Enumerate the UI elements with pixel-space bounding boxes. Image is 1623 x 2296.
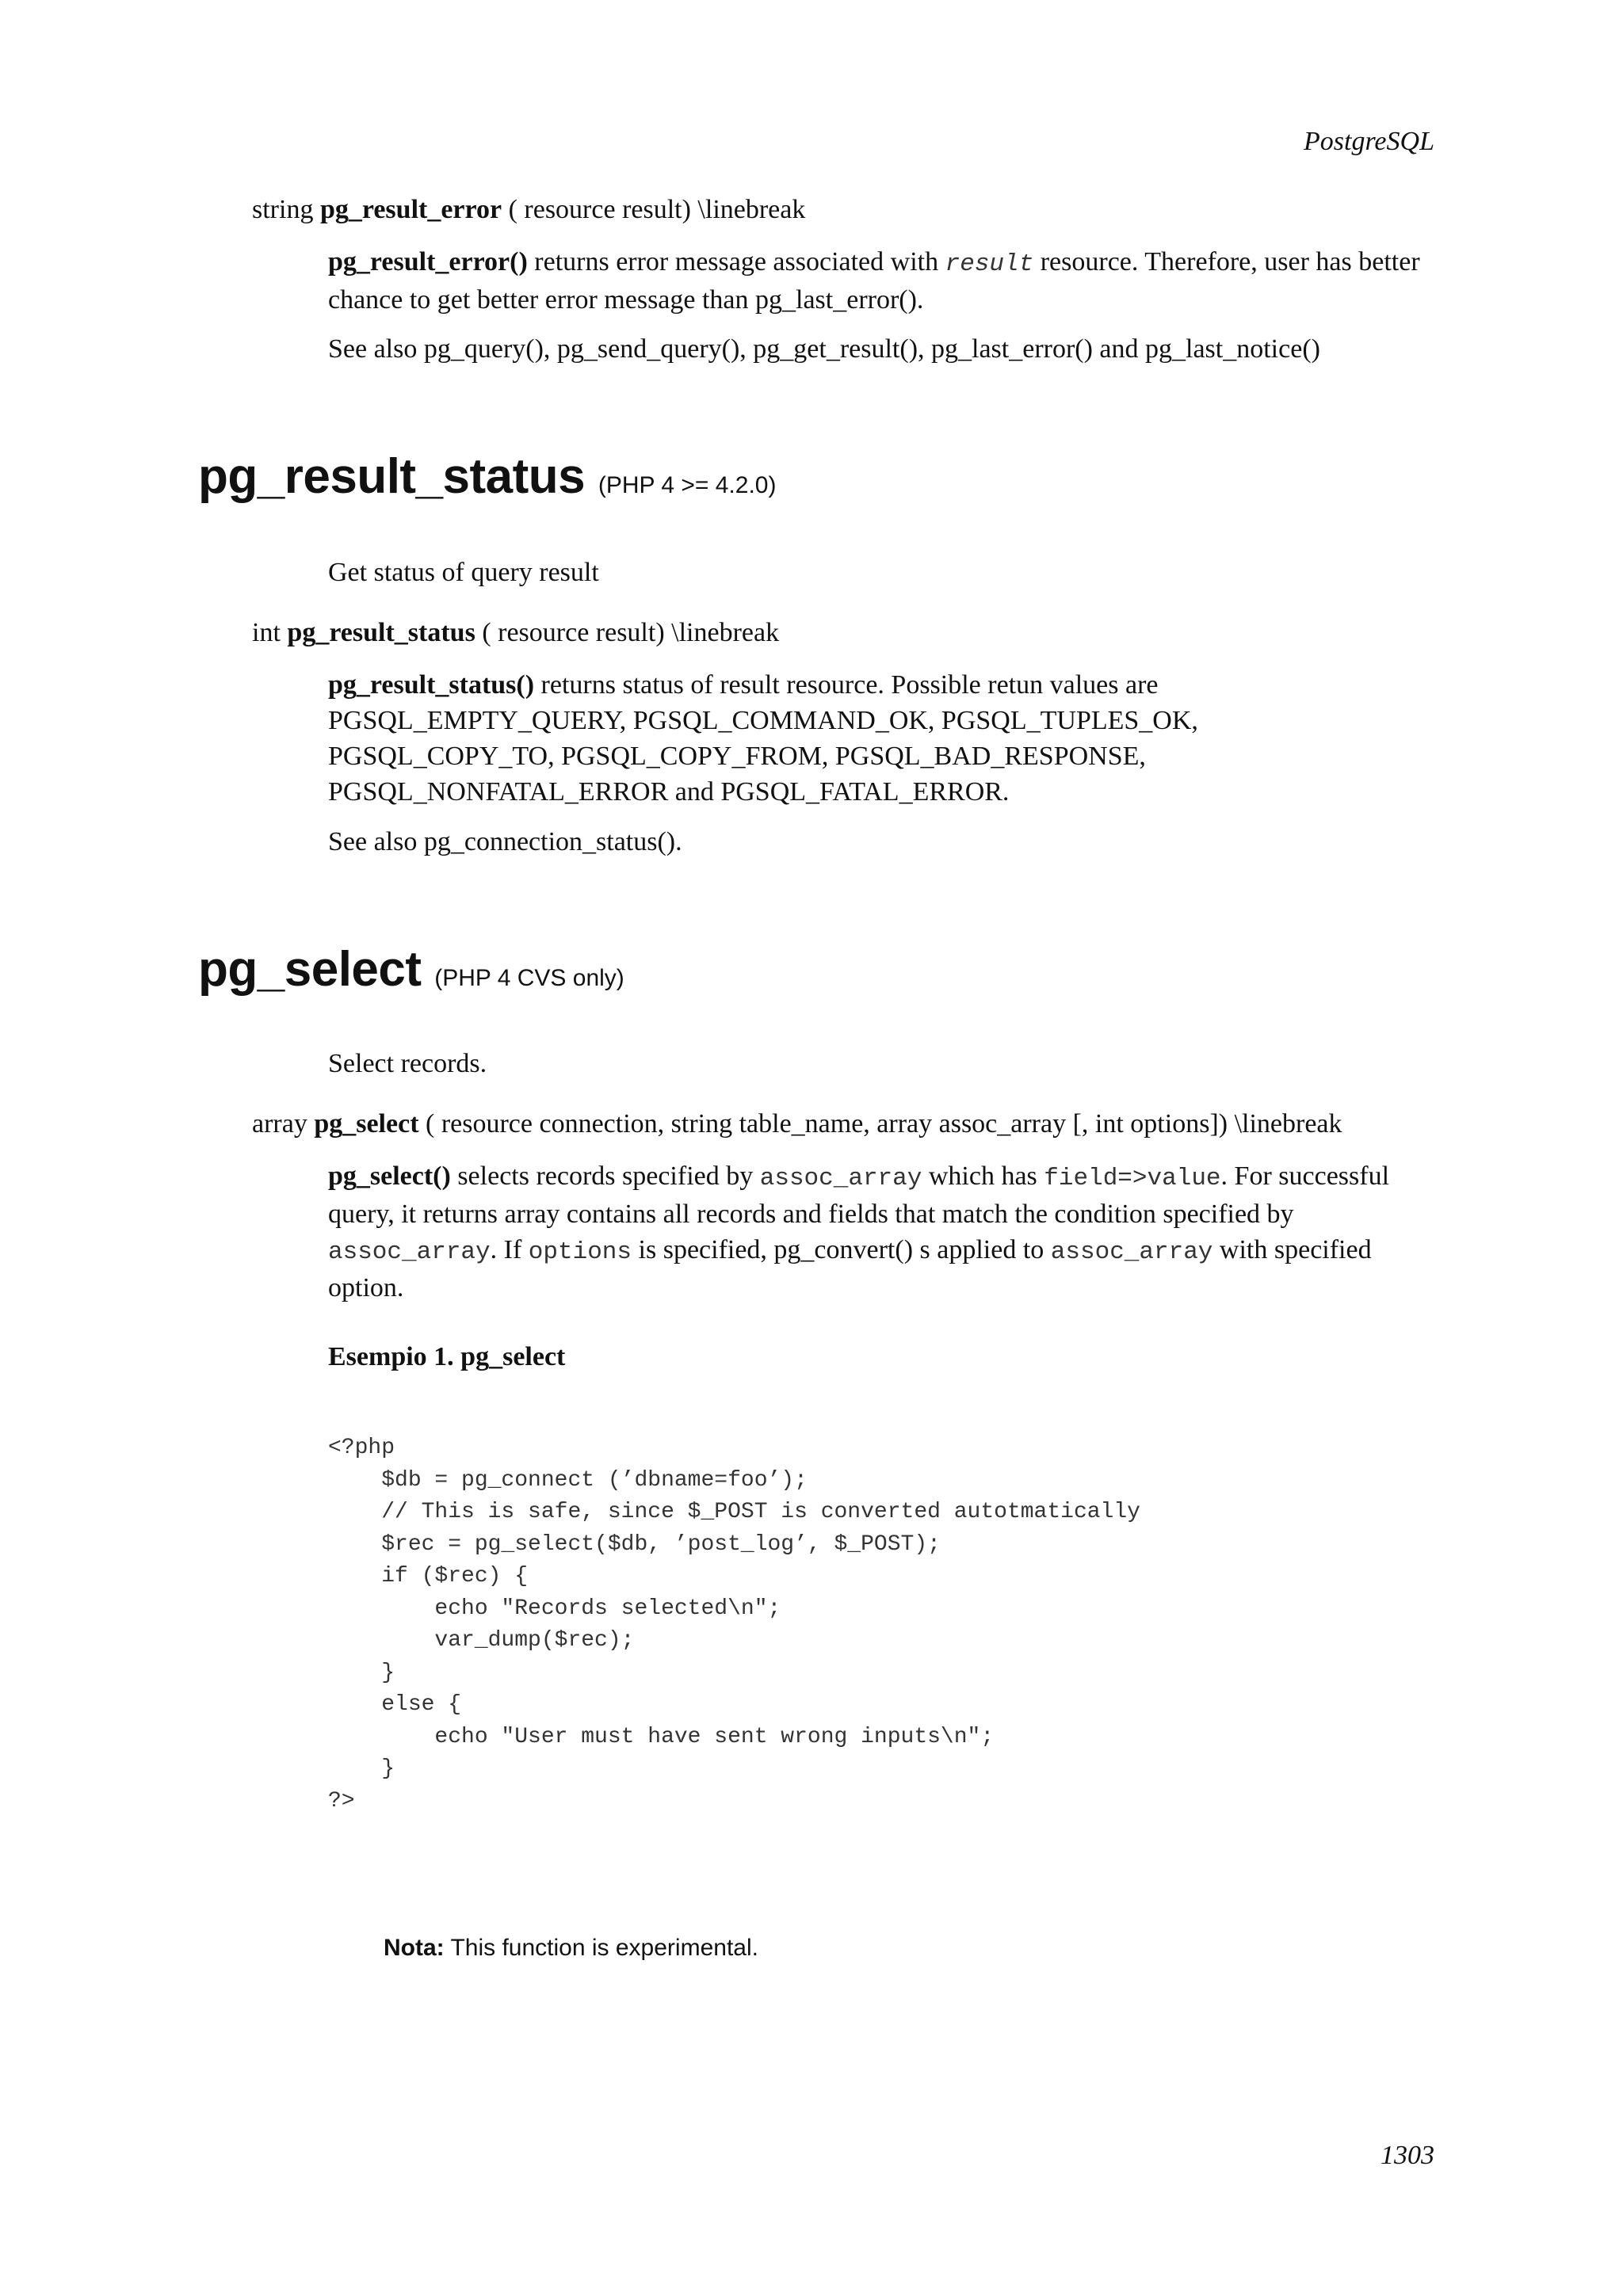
pg-select-purpose: Select records. — [328, 1049, 487, 1078]
description-line — [328, 667, 1438, 703]
pg-result-status-description — [328, 667, 1438, 810]
description-text: is specified, pg_convert() s applied to — [638, 1235, 1044, 1264]
parameter-name: assoc_array — [759, 1165, 922, 1192]
synopsis-params: ( resource result) \linebreak — [508, 195, 806, 224]
synopsis-params: ( resource connection, string table_name, array assoc_array [, int options]) \linebreak — [426, 1109, 1342, 1138]
running-header: PostgreSQL — [1304, 127, 1434, 156]
description-line: PGSQL_EMPTY_QUERY, PGSQL_COMMAND_OK, PGSQL_TUPLES_OK, — [328, 706, 1198, 735]
description-function-name: pg_result_error() — [328, 247, 528, 277]
pg-result-status-see-also: See also pg_connection_status(). — [328, 827, 682, 856]
synopsis-return-type: int — [252, 618, 281, 647]
description-text: selects records specified by — [457, 1161, 754, 1191]
synopsis-return-type: array — [252, 1109, 307, 1138]
note — [384, 1935, 758, 1962]
synopsis-params: ( resource result) \linebreak — [482, 618, 780, 647]
description-text: . For successful query, it returns array contains all records and fields that match the condition specified by — [328, 1161, 1390, 1229]
function-version: (PHP 4 CVS only) — [434, 965, 624, 991]
description-text: with specified option. — [328, 1235, 1372, 1302]
note-text: This function is experimental. — [450, 1935, 758, 1961]
description-text: which has — [928, 1161, 1037, 1191]
note-label: Nota: — [384, 1935, 445, 1961]
code-example: <?php $db = pg_connect (’dbname=foo’); // This is safe, since $_POST is converted autotmatically $rec = pg_select($db, ’post_log’, $_POST); if ($rec) { echo "Records selected\n"; var_dump($rec); } else { echo "User must have sent wrong inputs\n"; } ?> — [328, 1436, 1140, 1814]
description-text: resource. Therefore, user has better chance to get better error message than pg_last_error(). — [328, 247, 1420, 315]
function-version: (PHP 4 >= 4.2.0) — [598, 472, 777, 498]
page-number: 1303 — [1381, 2141, 1434, 2170]
function-title: pg_result_status — [198, 449, 586, 504]
parameter-name: result — [945, 250, 1034, 278]
description-line: PGSQL_COPY_TO, PGSQL_COPY_FROM, PGSQL_BAD_RESPONSE, — [328, 742, 1146, 771]
description-function-name: pg_result_status() — [328, 670, 535, 700]
pg-result-status-synopsis — [252, 618, 779, 648]
pg-select-title — [198, 941, 624, 997]
pg-result-error-description — [328, 244, 1438, 318]
parameter-name: options — [528, 1238, 632, 1266]
pg-result-error-synopsis — [252, 195, 805, 225]
pg-result-status-purpose: Get status of query result — [328, 558, 599, 587]
description-line: PGSQL_NONFATAL_ERROR and PGSQL_FATAL_ERROR. — [328, 777, 1010, 807]
pg-result-status-title — [198, 448, 776, 505]
description-function-name: pg_select() — [328, 1161, 451, 1191]
synopsis-function-name: pg_result_error — [319, 195, 502, 224]
description-text: returns status of result resource. Possible retun values are — [540, 670, 1159, 700]
synopsis-function-name: pg_result_status — [287, 618, 475, 647]
example-title: Esempio 1. pg_select — [328, 1342, 566, 1371]
pg-select-synopsis — [252, 1109, 1342, 1139]
parameter-name: assoc_array — [1050, 1238, 1213, 1266]
parameter-name: assoc_array — [328, 1238, 491, 1266]
description-text: returns error message associated with — [534, 247, 939, 277]
pg-result-error-see-also: See also pg_query(), pg_send_query(), pg_get_result(), pg_last_error() and pg_last_notice() — [328, 334, 1320, 364]
pg-select-description — [328, 1158, 1438, 1306]
description-text: . If — [490, 1235, 522, 1264]
parameter-name: field=>value — [1044, 1165, 1221, 1192]
synopsis-function-name: pg_select — [314, 1109, 419, 1138]
function-title: pg_select — [198, 942, 422, 997]
synopsis-return-type: string — [252, 195, 314, 224]
